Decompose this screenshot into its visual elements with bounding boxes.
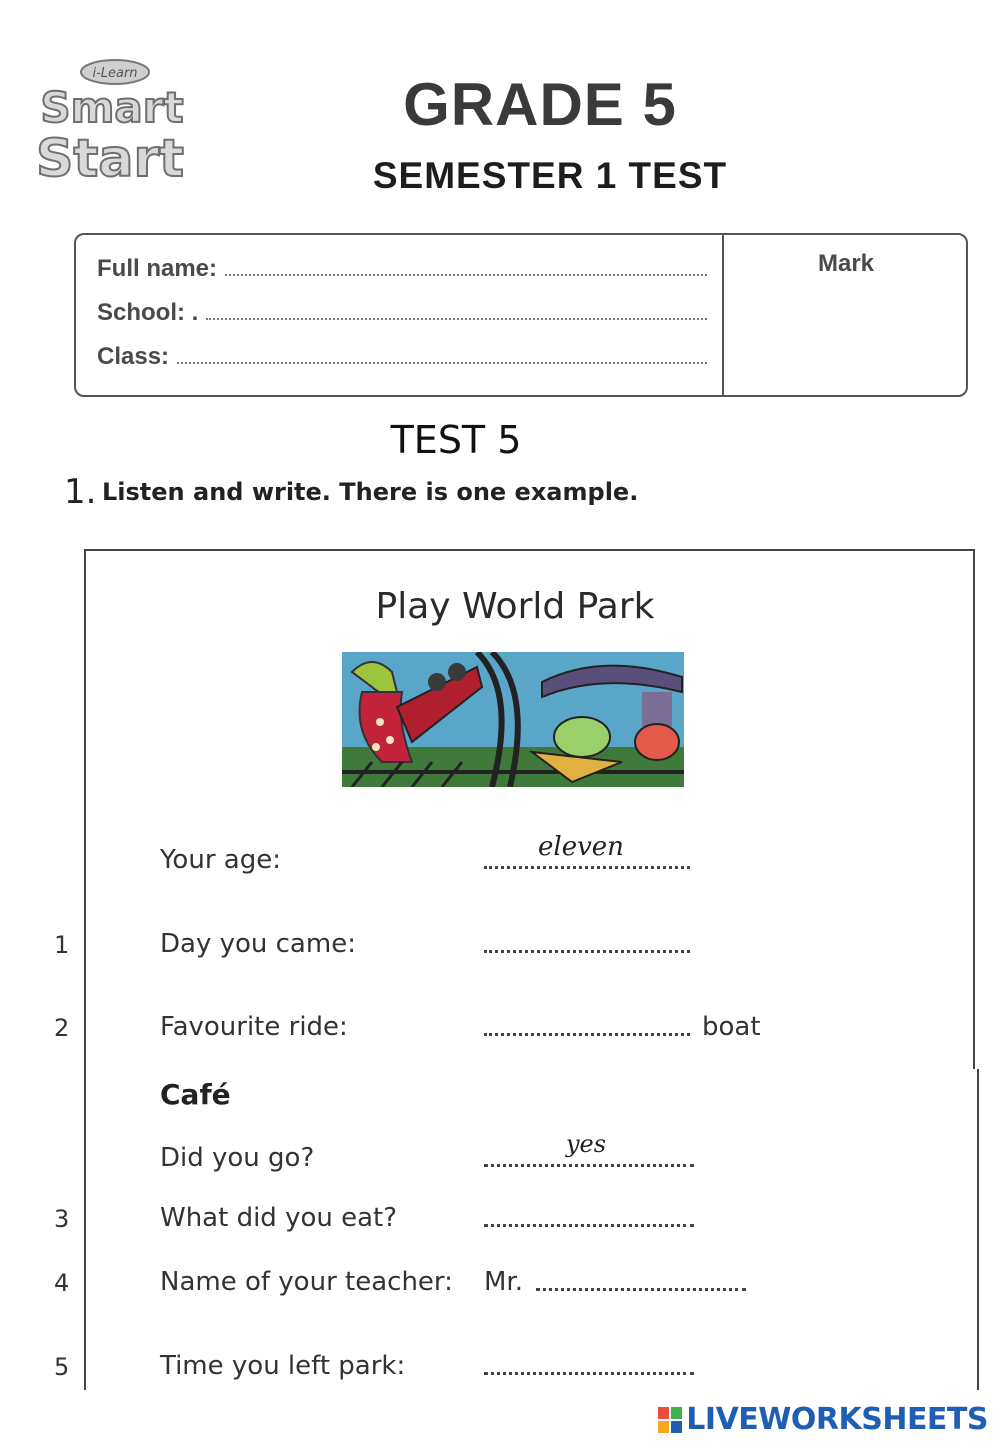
frame-top-border	[84, 549, 975, 551]
row-2-number: 2	[54, 1014, 70, 1042]
class-label: Class:	[97, 343, 170, 370]
row-went-label: Did you go?	[160, 1143, 315, 1173]
row-went-answer: yes	[566, 1130, 607, 1158]
svg-text:Smart: Smart	[40, 83, 184, 132]
row-age-label: Your age:	[160, 845, 281, 875]
row-5-number: 5	[54, 1353, 70, 1381]
row-4-field[interactable]	[536, 1288, 746, 1291]
row-3-field[interactable]	[484, 1224, 694, 1227]
row-4-prefix: Mr.	[484, 1267, 523, 1297]
school-field[interactable]	[206, 300, 707, 320]
instruction-text: Listen and write. There is one example.	[102, 478, 639, 506]
frame-left-border	[84, 549, 86, 1390]
brand-text: LIVEWORKSHEETS	[686, 1402, 988, 1437]
mark-label: Mark	[817, 250, 875, 277]
row-2-label: Favourite ride:	[160, 1012, 348, 1042]
full-name-row	[97, 255, 707, 283]
row-5-label: Time you left park:	[160, 1351, 406, 1381]
grade-title: GRADE 5	[403, 71, 677, 138]
class-field[interactable]	[177, 344, 707, 364]
cafe-heading: Café	[160, 1078, 231, 1111]
school-row	[97, 299, 707, 327]
full-name-field[interactable]	[225, 256, 707, 276]
row-3-number: 3	[54, 1205, 70, 1233]
svg-text:i-Learn: i-Learn	[92, 66, 138, 81]
row-2-suffix: boat	[702, 1012, 761, 1042]
smart-start-logo	[30, 50, 195, 195]
frame-right-border-lower	[977, 1069, 979, 1390]
test-title: TEST 5	[390, 418, 522, 462]
liveworksheets-brand[interactable]	[658, 1402, 988, 1437]
amusement-park-image	[342, 652, 684, 787]
row-1-number: 1	[54, 931, 70, 959]
class-row	[97, 343, 707, 371]
semester-title: SEMESTER 1 TEST	[372, 155, 728, 196]
full-name-label: Full name:	[97, 255, 218, 282]
row-1-field[interactable]	[484, 950, 690, 953]
school-label: School: .	[97, 299, 199, 326]
row-4-label: Name of your teacher:	[160, 1267, 453, 1297]
row-3-label: What did you eat?	[160, 1203, 398, 1233]
liveworksheets-icon	[658, 1407, 682, 1433]
frame-right-border-upper	[973, 549, 975, 1069]
row-1-label: Day you came:	[160, 929, 356, 959]
row-2-field[interactable]	[484, 1033, 690, 1036]
instruction-number: 1.	[64, 472, 97, 512]
row-age-answer: eleven	[538, 832, 624, 862]
row-4-number: 4	[54, 1269, 70, 1297]
row-went-field[interactable]	[484, 1164, 694, 1167]
row-5-field[interactable]	[484, 1372, 694, 1375]
park-title: Play World Park	[375, 586, 655, 627]
row-age-field[interactable]	[484, 866, 690, 869]
svg-text:Start: Start	[36, 129, 184, 189]
